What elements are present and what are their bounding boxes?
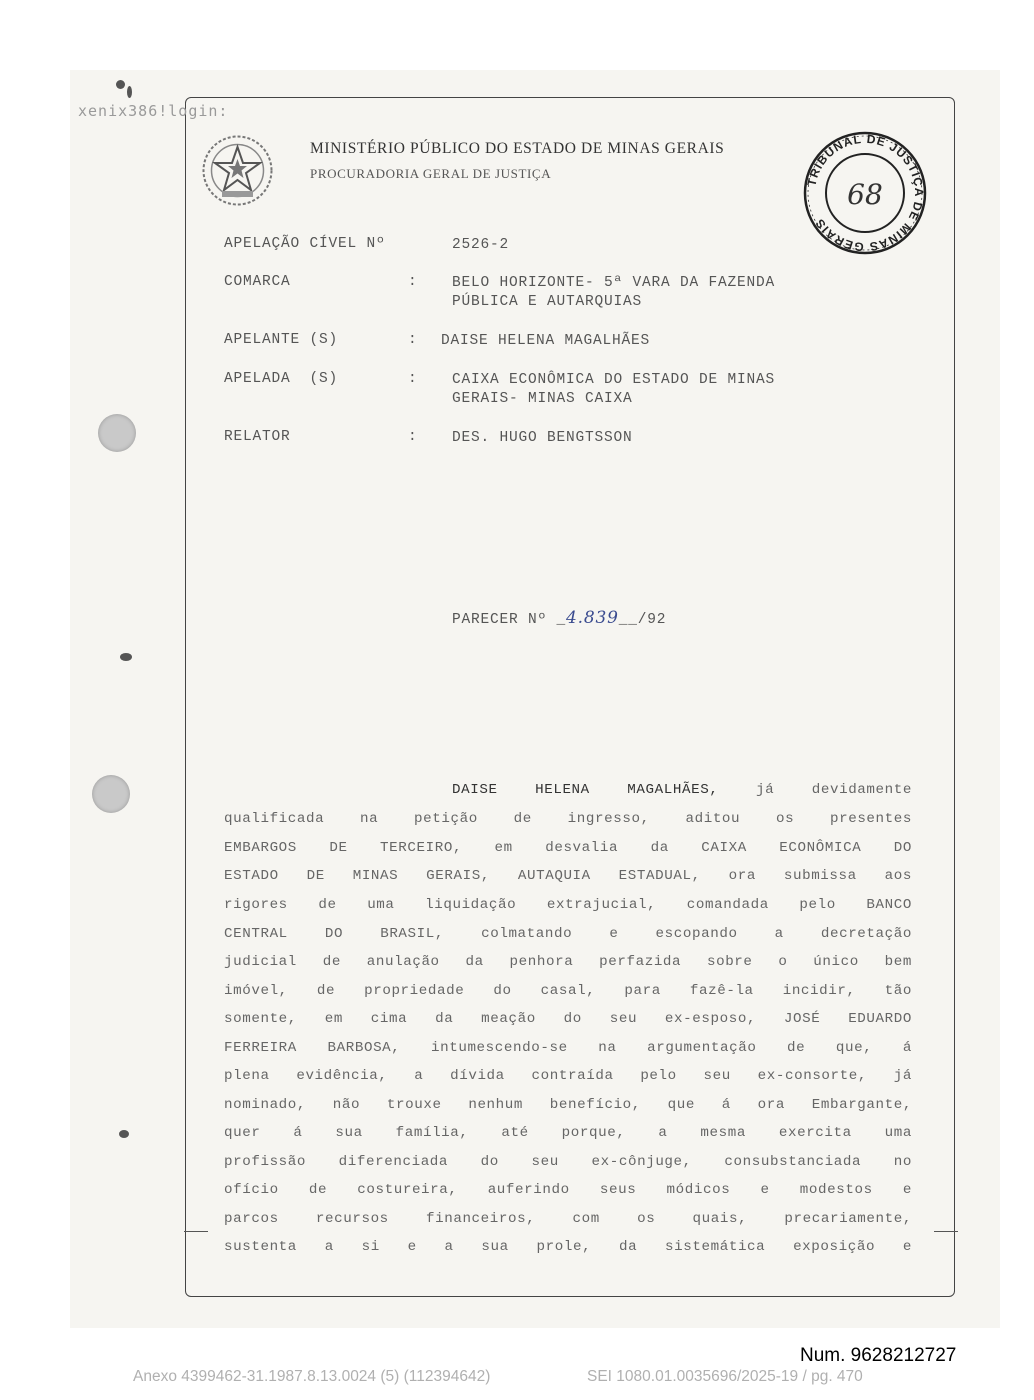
sei-page-reference: SEI 1080.01.0035696/2025-19 / pg. 470 — [587, 1368, 863, 1385]
parecer-handwritten-number: 4.839 — [566, 608, 619, 628]
body-line: judicial de anulação da penhora perfazida sobre o único bem — [224, 954, 912, 970]
ink-speck — [119, 1130, 129, 1138]
apelante-value: DAISE HELENA MAGALHÃES — [441, 333, 651, 349]
apelada-separator: : — [408, 371, 418, 387]
parecer-prefix: PARECER Nº _ — [452, 612, 567, 628]
department-name: PROCURADORIA GERAL DE JUSTIÇA — [310, 166, 552, 181]
ink-speck — [116, 80, 125, 89]
ink-speck — [127, 86, 132, 98]
relator-separator: : — [408, 429, 418, 445]
comarca-label: COMARCA — [224, 274, 291, 290]
body-line: parcos recursos financeiros, com os quais, precariamente, — [224, 1211, 912, 1227]
apelacao-label: APELAÇÃO CÍVEL Nº — [224, 236, 386, 252]
body-line: CENTRAL DO BRASIL, colmatando e escopando a decretação — [224, 926, 912, 942]
body-line: ofício de costureira, auferindo seus módicos e modestos e — [224, 1182, 912, 1198]
body-line: plena evidência, a dívida contraída pelo seu ex-consorte, já — [224, 1068, 912, 1084]
body-line: ESTADO DE MINAS GERAIS, AUTAQUIA ESTADUAL, ora submissa aos — [224, 868, 912, 884]
document-number: Num. 9628212727 — [800, 1345, 957, 1366]
parecer-number-line — [452, 608, 666, 628]
punch-hole-bottom — [92, 775, 130, 813]
court-seal-stamp — [790, 128, 940, 258]
ink-speck — [120, 653, 132, 661]
body-line: quer á sua família, até porque, a mesma exercita uma — [224, 1125, 912, 1141]
apelacao-value: 2526-2 — [452, 237, 510, 253]
seal-ring-text: TRIBUNAL DE JUSTIÇA DE MINAS GERAIS — [804, 131, 927, 255]
body-line: EMBARGOS DE TERCEIRO, em desvalia da CAIXA ECONÔMICA DO — [224, 840, 912, 856]
body-line: qualificada na petição de ingresso, aditou os presentes — [224, 811, 912, 827]
body-line: profissão diferenciada do seu ex-cônjuge, consubstanciada no — [224, 1154, 912, 1170]
body-first-line — [452, 780, 912, 800]
punch-hole-top — [98, 414, 136, 452]
comarca-value-line-1: BELO HORIZONTE- 5ª VARA DA FAZENDA — [452, 275, 776, 291]
party-name: DAISE HELENA MAGALHÃES, — [452, 782, 719, 798]
annex-reference: Anexo 4399462-31.1987.8.13.0024 (5) (112394642) — [133, 1368, 491, 1385]
body-line: FERREIRA BARBOSA, intumescendo-se na argumentação de que, á — [224, 1040, 912, 1056]
body-line: rigores de uma liquidação extrajucial, comandada pelo BANCO — [224, 897, 912, 913]
body-line: somente, em cima da meação do seu ex-esposo, JOSÉ EDUARDO — [224, 1011, 912, 1027]
margin-tick-left — [184, 1231, 208, 1232]
apelante-label: APELANTE (S) — [224, 332, 339, 348]
margin-tick-right — [934, 1231, 958, 1232]
body-line: imóvel, de propriedade do casal, para fazê-la incidir, tão — [224, 983, 912, 999]
terminal-login-text: xenix386!login: — [78, 102, 229, 120]
institution-name: MINISTÉRIO PÚBLICO DO ESTADO DE MINAS GERAIS — [310, 140, 725, 157]
comarca-separator: : — [408, 274, 418, 290]
comarca-value-line-2: PÚBLICA E AUTARQUIAS — [452, 294, 643, 310]
body-line: sustenta a si e a sua prole, da sistemática exposição e — [224, 1239, 912, 1255]
relator-value: DES. HUGO BENGTSSON — [452, 430, 633, 446]
apelada-value-line-2: GERAIS- MINAS CAIXA — [452, 391, 633, 407]
seal-page-number: 68 — [847, 178, 883, 211]
parecer-suffix: __/92 — [618, 612, 667, 628]
apelada-label: APELADA (S) — [224, 371, 339, 387]
relator-label: RELATOR — [224, 429, 291, 445]
body-first-line-rest: já devidamente — [718, 782, 912, 798]
apelada-value-line-1: CAIXA ECONÔMICA DO ESTADO DE MINAS — [452, 372, 776, 388]
coat-of-arms-icon — [200, 133, 275, 208]
body-line: nominado, não trouxe nenhum benefício, que á ora Embargante, — [224, 1097, 912, 1113]
apelante-separator: : — [408, 332, 418, 348]
